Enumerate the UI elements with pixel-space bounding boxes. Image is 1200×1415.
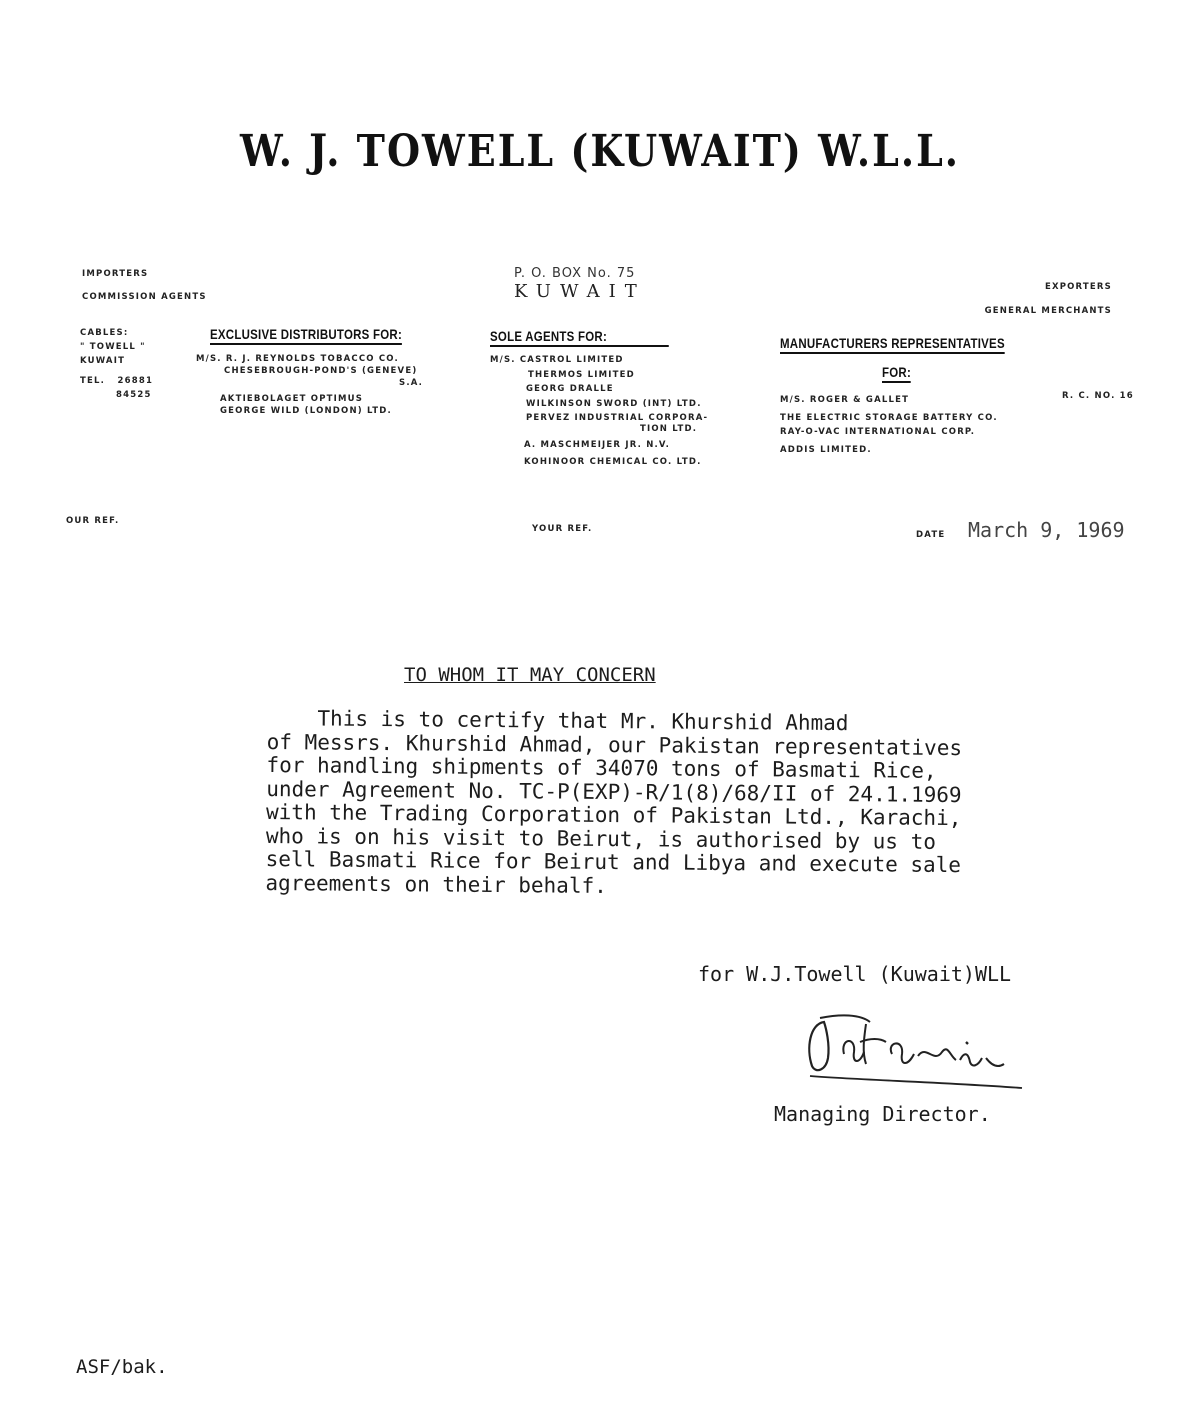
manufacturers-heading-for: FOR: bbox=[882, 364, 911, 383]
date-label: DATE bbox=[916, 530, 946, 540]
rc-number: R. C. NO. 16 bbox=[1062, 391, 1134, 401]
our-ref-label: OUR REF. bbox=[66, 516, 120, 526]
sole-agent-item: PERVEZ INDUSTRIAL CORPORA- bbox=[526, 413, 709, 423]
handwritten-signature bbox=[800, 1008, 1030, 1092]
cables-city: KUWAIT bbox=[80, 356, 126, 366]
role-exporters: EXPORTERS bbox=[1044, 282, 1112, 292]
exclusive-distributors bbox=[196, 326, 444, 417]
exclusive-item: M/S. R. J. REYNOLDS TOBACCO CO. bbox=[196, 354, 399, 364]
exclusive-item: AKTIEBOLAGET OPTIMUS bbox=[220, 394, 364, 404]
manufacturer-item: ADDIS LIMITED. bbox=[780, 445, 872, 455]
reference-initials: ASF/bak. bbox=[76, 1356, 168, 1378]
sole-agent-item: A. MASCHMEIJER JR. N.V. bbox=[524, 440, 671, 450]
role-commission-agents: COMMISSION AGENTS bbox=[82, 292, 207, 302]
po-box: P. O. BOX No. 75 bbox=[514, 266, 636, 281]
sole-agents bbox=[490, 328, 708, 469]
sole-agent-item: GEORG DRALLE bbox=[526, 384, 614, 394]
sole-agent-item: WILKINSON SWORD (INT) LTD. bbox=[526, 398, 702, 409]
letter-body bbox=[265, 707, 962, 901]
body-line: agreements on their behalf. bbox=[265, 870, 607, 898]
exclusive-item: GEORGE WILD (LONDON) LTD. bbox=[220, 406, 392, 416]
exclusive-item: S.A. bbox=[399, 378, 424, 388]
sole-agents-heading: SOLE AGENTS FOR: bbox=[490, 328, 669, 347]
manufacturer-item: THE ELECTRIC STORAGE BATTERY CO. bbox=[780, 413, 998, 423]
company-name: W. J. TOWELL (KUWAIT) W.L.L. bbox=[239, 124, 961, 177]
manufacturer-item: M/S. ROGER & GALLET bbox=[780, 395, 910, 405]
contact-block bbox=[80, 324, 153, 404]
body-line: This is to certify that Mr. Khurshid Ahmad bbox=[266, 706, 849, 736]
sole-agent-item: THERMOS LIMITED bbox=[528, 369, 635, 380]
manufacturers-representatives bbox=[780, 335, 1054, 459]
body-line: who is on his visit to Beirut, is authorised by us to bbox=[265, 823, 937, 854]
left-roles bbox=[82, 265, 207, 306]
body-line: under Agreement No. TC-P(EXP)-R/1(8)/68/II of 24.1.1969 bbox=[266, 776, 962, 807]
right-roles bbox=[985, 278, 1112, 320]
address-block bbox=[514, 266, 646, 302]
closing-line: for W.J.Towell (Kuwait)WLL bbox=[698, 962, 1012, 986]
role-importers: IMPORTERS bbox=[82, 269, 149, 279]
body-line: with the Trading Corporation of Pakistan Ltd., Karachi, bbox=[265, 799, 962, 831]
city: KUWAIT bbox=[514, 281, 646, 302]
body-line: sell Basmati Rice for Beirut and Libya and execute sale bbox=[265, 846, 962, 878]
sole-agent-item: KOHINOOR CHEMICAL CO. LTD. bbox=[524, 456, 702, 467]
signatory-title: Managing Director. bbox=[774, 1102, 991, 1126]
letter-date: March 9, 1969 bbox=[968, 518, 1125, 542]
tel-number-2: 84525 bbox=[116, 390, 152, 400]
tel-number-1: 26881 bbox=[117, 376, 154, 386]
role-general-merchants: GENERAL MERCHANTS bbox=[984, 306, 1112, 316]
cables-label: CABLES: bbox=[80, 328, 129, 338]
exclusive-heading: EXCLUSIVE DISTRIBUTORS FOR: bbox=[210, 326, 402, 345]
body-line: of Messrs. Khurshid Ahmad, our Pakistan representatives bbox=[266, 729, 963, 760]
exclusive-item: CHESEBROUGH-POND'S (GENEVE) bbox=[224, 366, 418, 376]
your-ref-label: YOUR REF. bbox=[532, 524, 593, 534]
sole-agent-item: TION LTD. bbox=[640, 423, 698, 434]
cables-value: " TOWELL " bbox=[80, 342, 146, 352]
tel-label: TEL. bbox=[80, 376, 106, 386]
sole-agent-item: M/S. CASTROL LIMITED bbox=[490, 355, 624, 365]
signature-drawing bbox=[800, 1008, 1030, 1092]
letter-heading: TO WHOM IT MAY CONCERN bbox=[404, 664, 656, 686]
manufacturers-heading: MANUFACTURERS REPRESENTATIVES bbox=[780, 335, 1005, 354]
body-line: for handling shipments of 34070 tons of Basmati Rice, bbox=[266, 752, 937, 783]
manufacturer-item: RAY-O-VAC INTERNATIONAL CORP. bbox=[780, 427, 976, 437]
